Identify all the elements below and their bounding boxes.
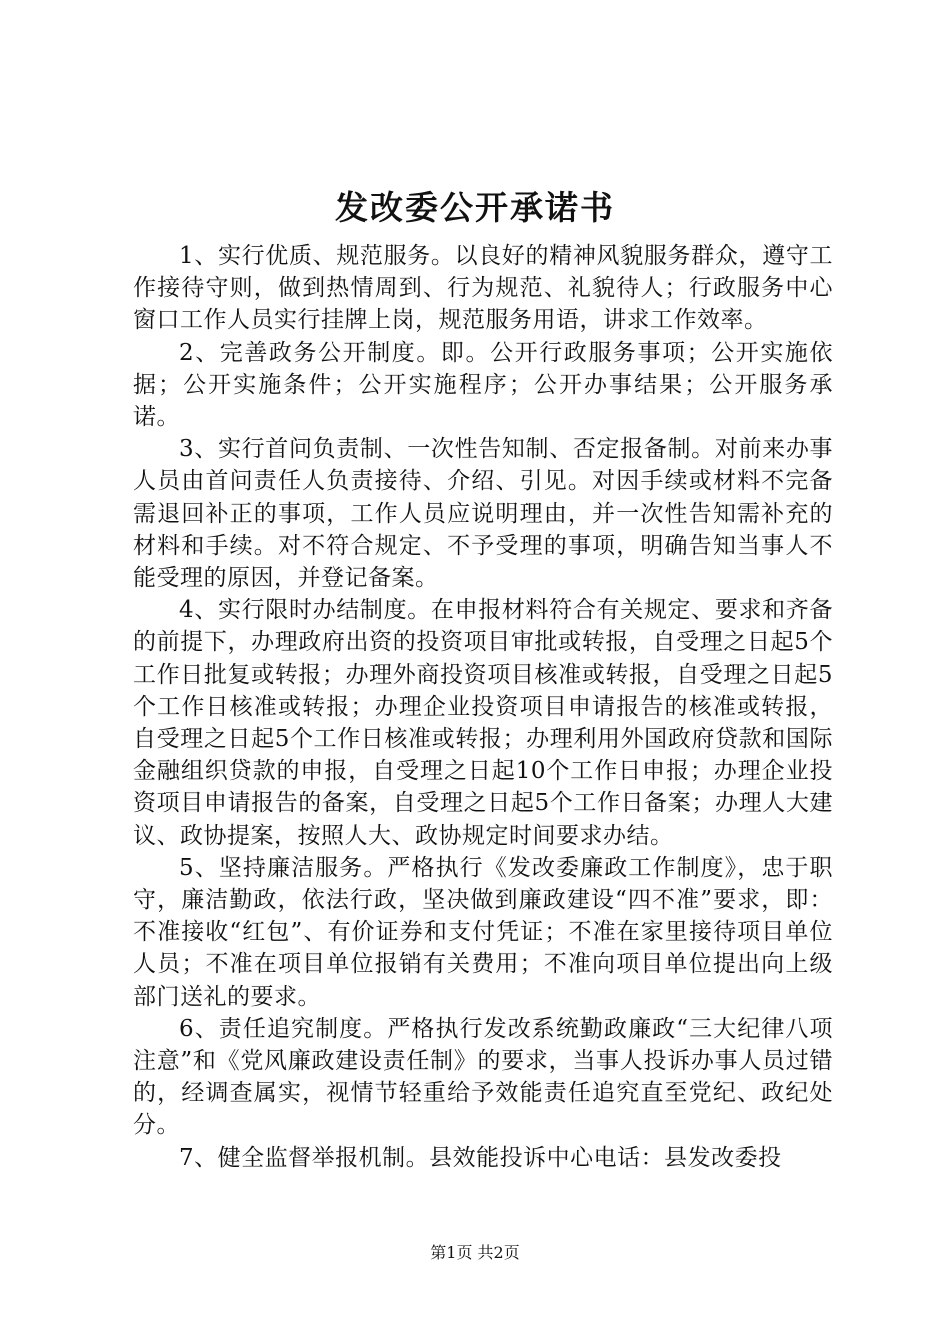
paragraph-4: 4、实行限时办结制度。在申报材料符合有关规定、要求和齐备的前提下，办理政府出资的投资项目审批或转报，自受理之日起5个工作日批复或转报；办理外商投资项目核准或转报，自受理之日起5个工作日核准或转报；办理企业投资项目申请报告的核准或转报，自受理之日起5个工作日核准或转报；办理利用外国政府贷款和国际金融组织贷款的申报，自受理之日起10个工作日申报；办理企业投资项目申请报告的备案，自受理之日起5个工作日备案；办理人大建议、政协提案，按照人大、政协规定时间要求办结。 [133, 597, 833, 849]
paragraph-2: 2、完善政务公开制度。即。公开行政服务事项；公开实施依据；公开实施条件；公开实施程序；公开办事结果；公开服务承诺。 [133, 339, 833, 431]
paragraph-7: 7、健全监督举报机制。县效能投诉中心电话：县发改委投 [179, 1144, 782, 1171]
paragraph-1: 1、实行优质、规范服务。以良好的精神风貌服务群众，遵守工作接待守则，做到热情周到、行为规范、礼貌待人；行政服务中心窗口工作人员实行挂牌上岗，规范服务用语，讲求工作效率。 [133, 243, 833, 334]
paragraph-3: 3、实行首问负责制、一次性告知制、否定报备制。对前来办事人员由首问责任人负责接待、介绍、引见。对因手续或材料不完备需退回补正的事项，工作人员应说明理由，并一次性告知需补充的材料和手续。对不符合规定、不予受理的事项，明确告知当事人不能受理的原因，并登记备案。 [133, 436, 833, 592]
page-footer: 第1页 共2页 [430, 1243, 520, 1262]
paragraph-6: 6、责任追究制度。严格执行发改系统勤政廉政“三大纪律八项注意”和《党风廉政建设责任制》的要求，当事人投诉办事人员过错的，经调查属实，视情节轻重给予效能责任追究直至党纪、政纪处分。 [133, 1015, 833, 1139]
paragraph-5: 5、坚持廉洁服务。严格执行《发改委廉政工作制度》，忠于职守，廉洁勤政，依法行政，坚决做到廉政建设“四不准”要求，即：不准接收“红包”、有价证券和支付凭证；不准在家里接待项目单位人员；不准在项目单位报销有关费用；不准向项目单位提出向上级部门送礼的要求。 [133, 854, 833, 1010]
document-body [133, 240, 833, 1174]
document-title: 发改委公开承诺书 [335, 188, 615, 227]
